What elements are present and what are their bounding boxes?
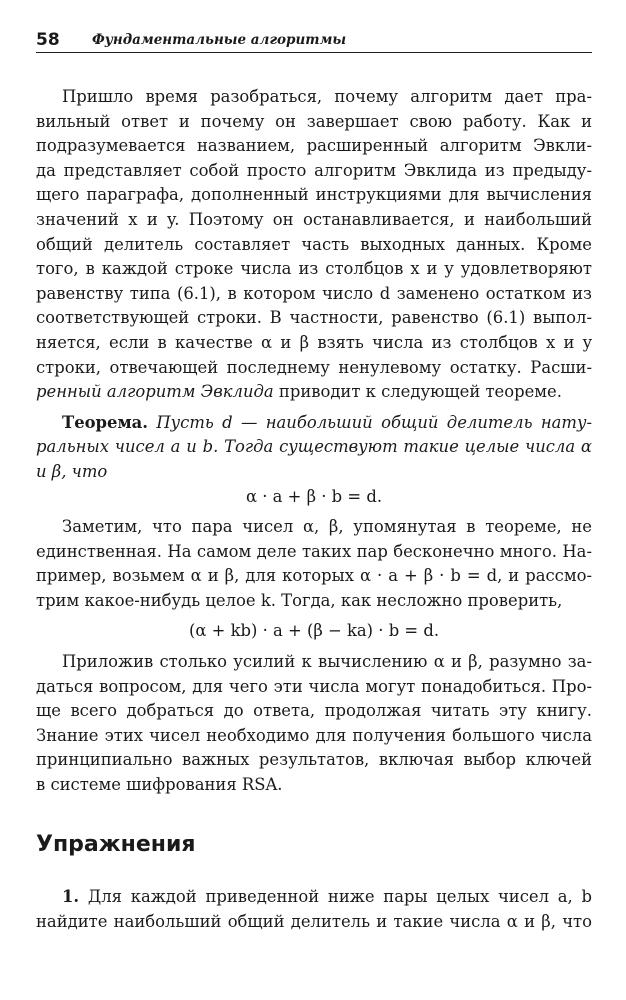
main-text [36,85,592,798]
formula-2: (α + kb) · a + (β − ka) · b = d. [188,621,440,641]
exercise-1 [36,885,592,934]
p1-line: того, в каждой строке числа из столбцов x и y удовлетворяют [36,259,592,279]
theorem-line [36,460,592,485]
p1-line: подразумевается названием, расширенный алгоритм Эвкли- [36,136,592,156]
theorem-text: Пусть d — наибольший общий делитель нату- [148,412,592,432]
p1-line: няется, если в качестве α и β взять числа из столбцов x и y [36,332,592,352]
p1-line: да представляет собой просто алгоритм Эвклида из предыду- [36,160,592,180]
exercise-number: 1. [62,887,80,906]
p3-line: Знание этих чисел необходимо для получения большого числа [36,725,592,745]
exercise-line [36,885,592,910]
p2-line: трим какое-нибудь целое k. Тогда, как несложно проверить, [36,590,563,610]
theorem-text: ральных чисел a и b. Тогда существуют такие целые числа α [36,437,592,457]
p2-line: Заметим, что пара чисел α, β, упомянутая в теореме, не [62,517,592,537]
p1-line: значений x и y. Поэтому он останавливается, и наибольший [36,209,592,229]
p3-line: принципиально важных результатов, включая выбор ключей [36,750,592,770]
p3-line: в системе шифрования RSA. [36,775,283,795]
p1-last-line [36,380,592,405]
theorem-line [36,411,592,436]
p1-line: вильный ответ и почему он завершает свою работу. Как и [36,111,592,131]
theorem-text: и β, что [36,461,108,481]
p1-line: строки, отвечающей последнему ненулевому остатку. Расши- [36,357,592,377]
p1-line: Пришло время разобраться, почему алгоритм дает пра- [62,87,592,106]
running-title: Фундаментальные алгоритмы [92,32,347,48]
page-header [36,30,592,53]
p2-line: единственная. На самом деле таких пар бесконечно много. На- [36,541,592,561]
section-heading: Упражнения [36,832,196,857]
exercise-text: Для каждой приведенной ниже пары целых чисел a, b [79,887,592,906]
theorem-line [36,435,592,460]
p1-line: общий делитель составляет часть выходных данных. Кроме [36,234,592,254]
p3-line: даться вопросом, для чего эти числа могут понадобиться. Про- [36,676,592,696]
theorem-formula: α · a + β · b = d. [245,486,383,506]
p1-line: соответствующей строки. В частности, равенство (6.1) выпол- [36,308,592,328]
p1-italic-term: ренный алгоритм Эвклида [36,382,274,402]
theorem-label: Теорема. [62,412,149,432]
p2-line: пример, возьмем α и β, для которых α · a + β · b = d, и рассмо- [36,566,592,586]
p1-line: равенству типа (6.1), в котором число d заменено остатком из [36,283,592,303]
p1-last-text: приводит к следующей теореме. [273,382,562,402]
page-number: 58 [36,30,60,50]
p1-line: щего параграфа, дополненный инструкциями для вычисления [36,185,592,205]
p3-line: ще всего добраться до ответа, продолжая читать эту книгу. [36,701,592,721]
p3-line: Приложив столько усилий к вычислению α и β, разумно за- [62,652,592,672]
exercise-line: найдите наибольший общий делитель и такие числа α и β, что [36,911,592,931]
